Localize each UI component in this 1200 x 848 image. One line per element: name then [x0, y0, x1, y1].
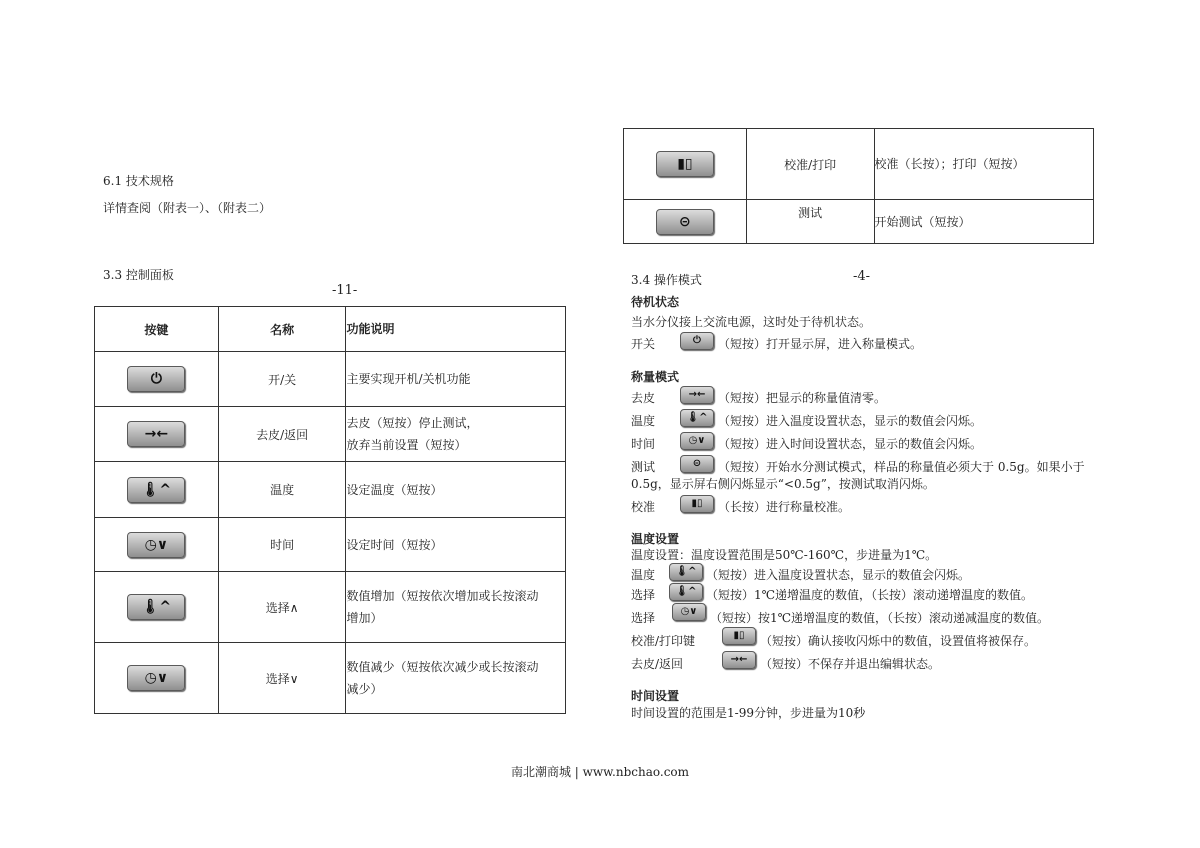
key-name: 校准/打印 [746, 129, 874, 200]
panel-heading: 3.3 控制面板 [103, 268, 174, 282]
weigh-label: 温度 [631, 414, 656, 428]
temp-label: 校准/打印键 [631, 634, 696, 648]
weigh-text: （短按）把显示的称量值清零。 [718, 391, 887, 405]
clock-down-key-icon: ◷∨ [127, 532, 185, 558]
temp-label: 去皮/返回 [631, 657, 684, 671]
header-key: 按键 [95, 307, 219, 352]
clock-down-key-icon: ◷∨ [680, 432, 714, 450]
table-row [624, 129, 1094, 200]
key-desc: 主要实现开机/关机功能 [346, 372, 471, 386]
weigh-test-cont: 0.5g，显示屏右侧闪烁显示“<0.5g”，按测试取消闪烁。 [631, 477, 935, 491]
weigh-text: （短按）进入时间设置状态，显示的数值会闪烁。 [718, 437, 983, 451]
temp-text: （短按）按1℃递增温度的数值，（长按）滚动递减温度的数值。 [710, 611, 1050, 625]
calibrate-print-key-icon: ▮▯ [656, 151, 714, 177]
key-name: 温度 [218, 462, 346, 518]
key-name: 去皮/返回 [218, 407, 346, 462]
calib-text: （长按）进行称量校准。 [718, 500, 851, 514]
temp-text: （短按）1℃递增温度的数值，（长按）滚动递增温度的数值。 [706, 588, 1034, 602]
key-desc-cont: 放弃当前设置（短按） [346, 438, 467, 452]
key-name: 测试 [746, 200, 874, 244]
table-header-row [95, 307, 566, 352]
right-key-table [623, 128, 1094, 244]
temp-label: 选择 [631, 588, 656, 602]
tare-key-icon: →← [722, 651, 756, 669]
key-name: 开/关 [218, 352, 346, 407]
key-name: 选择∧ [218, 572, 346, 643]
key-desc: 数值增加（短按依次增加或长按滚动 [346, 589, 539, 603]
weigh-label: 去皮 [631, 391, 656, 405]
temp-label: 选择 [631, 611, 656, 625]
table-row [95, 407, 566, 462]
spec-heading: 6.1 技术规格 [103, 174, 174, 188]
right-page-number: -4- [853, 269, 871, 284]
key-desc: 设定时间（短按） [346, 537, 443, 552]
table-row [95, 462, 566, 518]
temp-label: 温度 [631, 568, 656, 582]
test-key-icon: ⊝ [656, 209, 714, 235]
time-title: 时间设置 [631, 689, 680, 703]
key-desc-cont: 增加） [346, 611, 383, 625]
temp-text: （短按）进入温度设置状态，显示的数值会闪烁。 [706, 568, 971, 582]
thermometer-up-key-icon: 🌡︎^ [127, 477, 185, 503]
power-key-icon: ⏻ [680, 332, 714, 350]
temp-text: （短按）确认接收闪烁中的数值，设置值将被保存。 [760, 634, 1037, 648]
thermometer-up-key-icon: 🌡︎^ [680, 409, 714, 427]
clock-down-key-icon: ◷∨ [672, 603, 706, 621]
header-name: 名称 [218, 307, 346, 352]
power-key-icon: ⏻ [127, 366, 185, 392]
table-row [624, 200, 1094, 244]
table-row [95, 518, 566, 572]
calib-label: 校准 [631, 500, 656, 514]
calibrate-print-key-icon: ▮▯ [722, 627, 756, 645]
table-row [95, 643, 566, 714]
tare-key-icon: →← [127, 421, 185, 447]
tare-key-icon: →← [680, 386, 714, 404]
thermometer-up-key-icon: 🌡︎^ [127, 594, 185, 620]
standby-label: 开关 [631, 337, 656, 351]
weigh-text: （短按）开始水分测试模式，样品的称量值必须大于 0.5g。如果小于 [718, 460, 1085, 474]
key-desc: 去皮（短按）停止测试， [346, 416, 479, 430]
mode-heading: 3.4 操作模式 [631, 273, 702, 287]
thermometer-up-key-icon: 🌡︎^ [669, 563, 703, 581]
temp-title: 温度设置 [631, 532, 680, 546]
weigh-title: 称量模式 [631, 370, 680, 384]
thermometer-up-key-icon: 🌡︎^ [669, 583, 703, 601]
footer-site: 南北潮商城 | www.nbchao.com [510, 765, 690, 779]
calibrate-print-key-icon: ▮▯ [680, 495, 714, 513]
test-key-icon: ⊝ [680, 455, 714, 473]
control-panel-table [94, 306, 566, 714]
weigh-text: （短按）进入温度设置状态，显示的数值会闪烁。 [718, 414, 983, 428]
header-function: 功能说明 [346, 307, 566, 352]
table-row [95, 352, 566, 407]
temp-range: 温度设置：温度设置范围是50℃-160℃，步进量为1℃。 [631, 548, 938, 562]
key-desc: 设定温度（短按） [346, 482, 443, 497]
key-name: 选择∨ [218, 643, 346, 714]
key-desc: 数值减少（短按依次减少或长按滚动 [346, 660, 539, 674]
time-text: 时间设置的范围是1-99分钟，步进量为10秒 [631, 706, 866, 720]
left-page-number: -11- [332, 283, 358, 298]
standby-text: （短按）打开显示屏，进入称量模式。 [718, 337, 923, 351]
key-desc-cont: 减少） [346, 682, 383, 696]
table-row [95, 572, 566, 643]
key-desc: 校准（长按）；打印（短按） [874, 129, 1094, 200]
standby-title: 待机状态 [631, 295, 680, 309]
clock-down-key-icon: ◷∨ [127, 665, 185, 691]
spec-detail: 详情查阅（附表一）、（附表二） [103, 201, 272, 215]
key-name: 时间 [218, 518, 346, 572]
weigh-label: 测试 [631, 460, 656, 474]
key-desc: 开始测试（短按） [874, 200, 1094, 244]
temp-text: （短按）不保存并退出编辑状态。 [760, 657, 941, 671]
weigh-label: 时间 [631, 437, 656, 451]
standby-line: 当水分仪接上交流电源，这时处于待机状态。 [631, 315, 872, 329]
